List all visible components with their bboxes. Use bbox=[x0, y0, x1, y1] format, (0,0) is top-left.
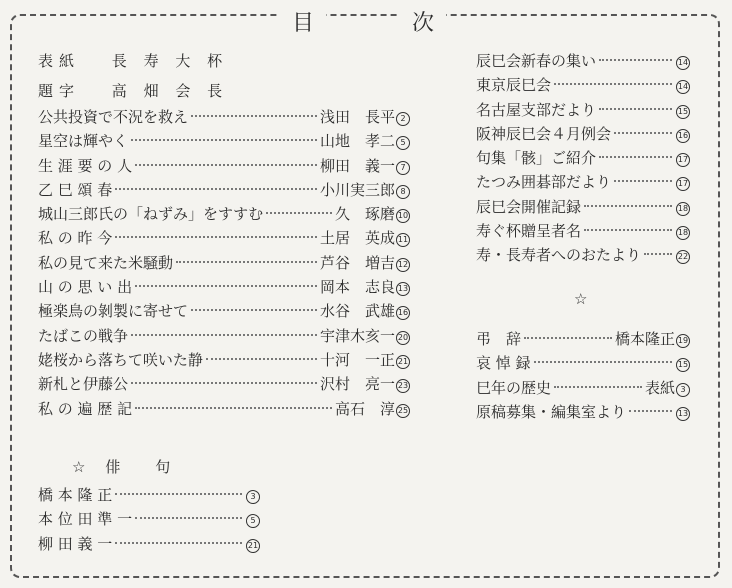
toc-entry bbox=[476, 50, 690, 74]
entry-author: 表紙 bbox=[644, 378, 675, 397]
page-number: 10 bbox=[396, 209, 410, 223]
leader-dots bbox=[131, 139, 317, 141]
entry-title: 新札と伊藤公 bbox=[38, 375, 129, 394]
leader-dots bbox=[524, 337, 612, 339]
page-number: 2 bbox=[396, 112, 410, 126]
toc-entry bbox=[38, 227, 410, 251]
page-number: 17 bbox=[676, 153, 690, 167]
entry-author: 岡本 志良 bbox=[319, 278, 395, 297]
toc-entry bbox=[476, 377, 690, 401]
entry-title: 公共投資で不況を救え bbox=[38, 108, 189, 126]
entry-title: 名古屋支部だより bbox=[476, 100, 597, 119]
page-number: 25 bbox=[396, 404, 410, 418]
right-toc-list bbox=[476, 50, 690, 269]
toc-entry bbox=[476, 74, 690, 98]
page-number: 14 bbox=[676, 80, 690, 94]
inscription-text: 高 畑 会 長 bbox=[111, 82, 229, 100]
page-number: 17 bbox=[676, 177, 690, 191]
toc-entry bbox=[476, 244, 690, 268]
entry-author: 山地 孝二 bbox=[319, 132, 395, 151]
left-toc-list bbox=[38, 106, 410, 422]
entry-title: 柳 田 義 一 bbox=[38, 534, 113, 553]
entry-title: 寿ぐ杯贈呈者名 bbox=[476, 222, 582, 241]
toc-entry bbox=[38, 373, 410, 397]
entry-title: 弔 辞 bbox=[476, 330, 522, 348]
entry-title: 極楽鳥の剝製に寄せて bbox=[38, 302, 189, 321]
leader-dots bbox=[176, 261, 317, 263]
entry-title: 辰巳会新春の集い bbox=[476, 52, 597, 70]
entry-title: 哀 悼 録 bbox=[476, 354, 531, 373]
page-number: 15 bbox=[676, 358, 690, 372]
page-number: 19 bbox=[676, 334, 690, 348]
leader-dots bbox=[266, 212, 332, 214]
leader-dots bbox=[554, 386, 642, 388]
toc-entry bbox=[38, 179, 410, 203]
inscription-label: 題字 bbox=[38, 82, 81, 100]
leader-dots bbox=[115, 493, 242, 495]
leader-dots bbox=[644, 253, 672, 255]
leader-dots bbox=[191, 309, 317, 311]
page-number: 11 bbox=[396, 233, 410, 247]
entry-title: 生 涯 要 の 人 bbox=[38, 156, 133, 175]
entry-title: 句集「骸」ご紹介 bbox=[476, 149, 597, 168]
toc-entry bbox=[38, 276, 410, 300]
page-number: 22 bbox=[676, 250, 690, 264]
page-number: 3 bbox=[676, 383, 690, 397]
toc-entry bbox=[476, 171, 690, 195]
heading-ji: 次 bbox=[400, 10, 446, 38]
page-number: 20 bbox=[396, 331, 410, 345]
toc-entry bbox=[38, 252, 410, 276]
page-number: 16 bbox=[396, 306, 410, 320]
cover-text: 長 寿 大 杯 bbox=[111, 52, 229, 70]
star-icon: ☆ bbox=[72, 458, 86, 476]
page-number: 7 bbox=[396, 161, 410, 175]
leader-dots bbox=[534, 361, 672, 363]
leader-dots bbox=[131, 334, 317, 336]
entry-title: 私 の 昨 今 bbox=[38, 229, 113, 248]
entry-title: 本 位 田 準 一 bbox=[38, 510, 133, 529]
entry-title: 阪神辰巳会４月例会 bbox=[476, 124, 612, 143]
entry-title: 城山三郎氏の「ねずみ」をすすむ bbox=[38, 205, 264, 224]
leader-dots bbox=[135, 407, 332, 409]
page-number: 13 bbox=[396, 282, 410, 296]
toc-entry bbox=[38, 130, 410, 154]
entry-author: 高石 淳 bbox=[334, 399, 395, 418]
page-number: 14 bbox=[676, 56, 690, 70]
toc-entry bbox=[38, 325, 410, 349]
leader-dots bbox=[614, 132, 672, 134]
entry-title: 寿・長寿者へのおたより bbox=[476, 246, 642, 265]
entry-author: 芦谷 増吉 bbox=[319, 253, 395, 272]
entry-author: 浅田 長平 bbox=[319, 108, 395, 126]
entry-author: 柳田 義一 bbox=[319, 156, 395, 175]
entry-title: 巳年の歴史 bbox=[476, 378, 552, 397]
entry-title: 私の見て来た米騒動 bbox=[38, 253, 174, 272]
entry-title: 姥桜から落ちて咲いた静 bbox=[38, 350, 203, 369]
entry-author: 土居 英成 bbox=[319, 229, 395, 248]
leader-dots bbox=[554, 83, 672, 85]
page-number: 23 bbox=[396, 379, 410, 393]
leader-dots bbox=[599, 59, 672, 61]
page-number: 3 bbox=[246, 490, 260, 504]
page-number: 18 bbox=[676, 202, 690, 216]
leader-dots bbox=[115, 236, 317, 238]
entry-title: 原稿募集・編集室より bbox=[476, 402, 627, 421]
toc-entry bbox=[476, 220, 690, 244]
page-number: 13 bbox=[676, 407, 690, 421]
star-icon: ☆ bbox=[574, 290, 588, 308]
toc-entry bbox=[476, 352, 690, 376]
page-number: 5 bbox=[396, 136, 410, 150]
entry-title: 辰巳会開催記録 bbox=[476, 197, 582, 216]
leader-dots bbox=[614, 180, 672, 182]
cover-credit bbox=[38, 50, 228, 71]
page-number: 15 bbox=[676, 105, 690, 119]
toc-entry bbox=[476, 328, 690, 352]
toc-entry bbox=[476, 196, 690, 220]
toc-entry bbox=[476, 123, 690, 147]
entry-title: たばこの戦争 bbox=[38, 326, 129, 345]
entry-title: 山 の 思 い 出 bbox=[38, 278, 133, 297]
toc-entry bbox=[38, 300, 410, 324]
toc-entry bbox=[38, 398, 410, 422]
leader-dots bbox=[115, 542, 242, 544]
page-number: 8 bbox=[396, 185, 410, 199]
entry-title: 星空は輝やく bbox=[38, 132, 129, 151]
heading-moku: 目 bbox=[280, 10, 326, 38]
entry-author: 沢村 亮一 bbox=[319, 375, 395, 394]
leader-dots bbox=[191, 115, 317, 117]
haiku-label: 俳 句 bbox=[105, 458, 181, 476]
leader-dots bbox=[131, 382, 317, 384]
entry-title: 東京辰巳会 bbox=[476, 76, 552, 95]
entry-author: 水谷 武雄 bbox=[319, 302, 395, 321]
page-number: 18 bbox=[676, 226, 690, 240]
page-number: 12 bbox=[396, 258, 410, 272]
haiku-section-header bbox=[72, 456, 180, 477]
leader-dots bbox=[135, 285, 317, 287]
entry-author: 小川実三郎 bbox=[319, 180, 395, 199]
toc-entry bbox=[38, 349, 410, 373]
toc-entry bbox=[38, 106, 410, 130]
leader-dots bbox=[584, 229, 672, 231]
leader-dots bbox=[206, 358, 317, 360]
leader-dots bbox=[135, 517, 242, 519]
toc-entry bbox=[38, 203, 410, 227]
leader-dots bbox=[599, 156, 672, 158]
entry-title: たつみ囲碁部だより bbox=[476, 173, 612, 192]
cover-label: 表紙 bbox=[38, 52, 81, 70]
leader-dots bbox=[629, 410, 672, 412]
entry-author: 十河 一正 bbox=[319, 350, 395, 369]
page-number: 21 bbox=[396, 355, 410, 369]
leader-dots bbox=[599, 108, 672, 110]
page-number: 21 bbox=[246, 539, 260, 553]
entry-author: 橋本隆正 bbox=[614, 330, 675, 348]
toc-entry bbox=[38, 508, 260, 532]
leader-dots bbox=[584, 205, 672, 207]
entry-title: 私 の 遍 歴 記 bbox=[38, 399, 133, 418]
entry-title: 乙 巳 頌 春 bbox=[38, 180, 113, 199]
toc-entry bbox=[476, 401, 690, 425]
toc-entry bbox=[38, 484, 260, 508]
entry-author: 宇津木亥一 bbox=[319, 326, 395, 345]
leader-dots bbox=[115, 188, 317, 190]
toc-entry bbox=[38, 155, 410, 179]
entry-author: 久 琢磨 bbox=[334, 205, 395, 224]
haiku-list bbox=[38, 484, 260, 557]
toc-entry bbox=[476, 147, 690, 171]
toc-entry bbox=[38, 533, 260, 557]
leader-dots bbox=[135, 164, 317, 166]
right-toc-list-2 bbox=[476, 328, 690, 425]
page-number: 5 bbox=[246, 514, 260, 528]
page-number: 16 bbox=[676, 129, 690, 143]
inscription-credit bbox=[38, 80, 228, 101]
entry-title: 橋 本 隆 正 bbox=[38, 486, 113, 504]
toc-entry bbox=[476, 99, 690, 123]
